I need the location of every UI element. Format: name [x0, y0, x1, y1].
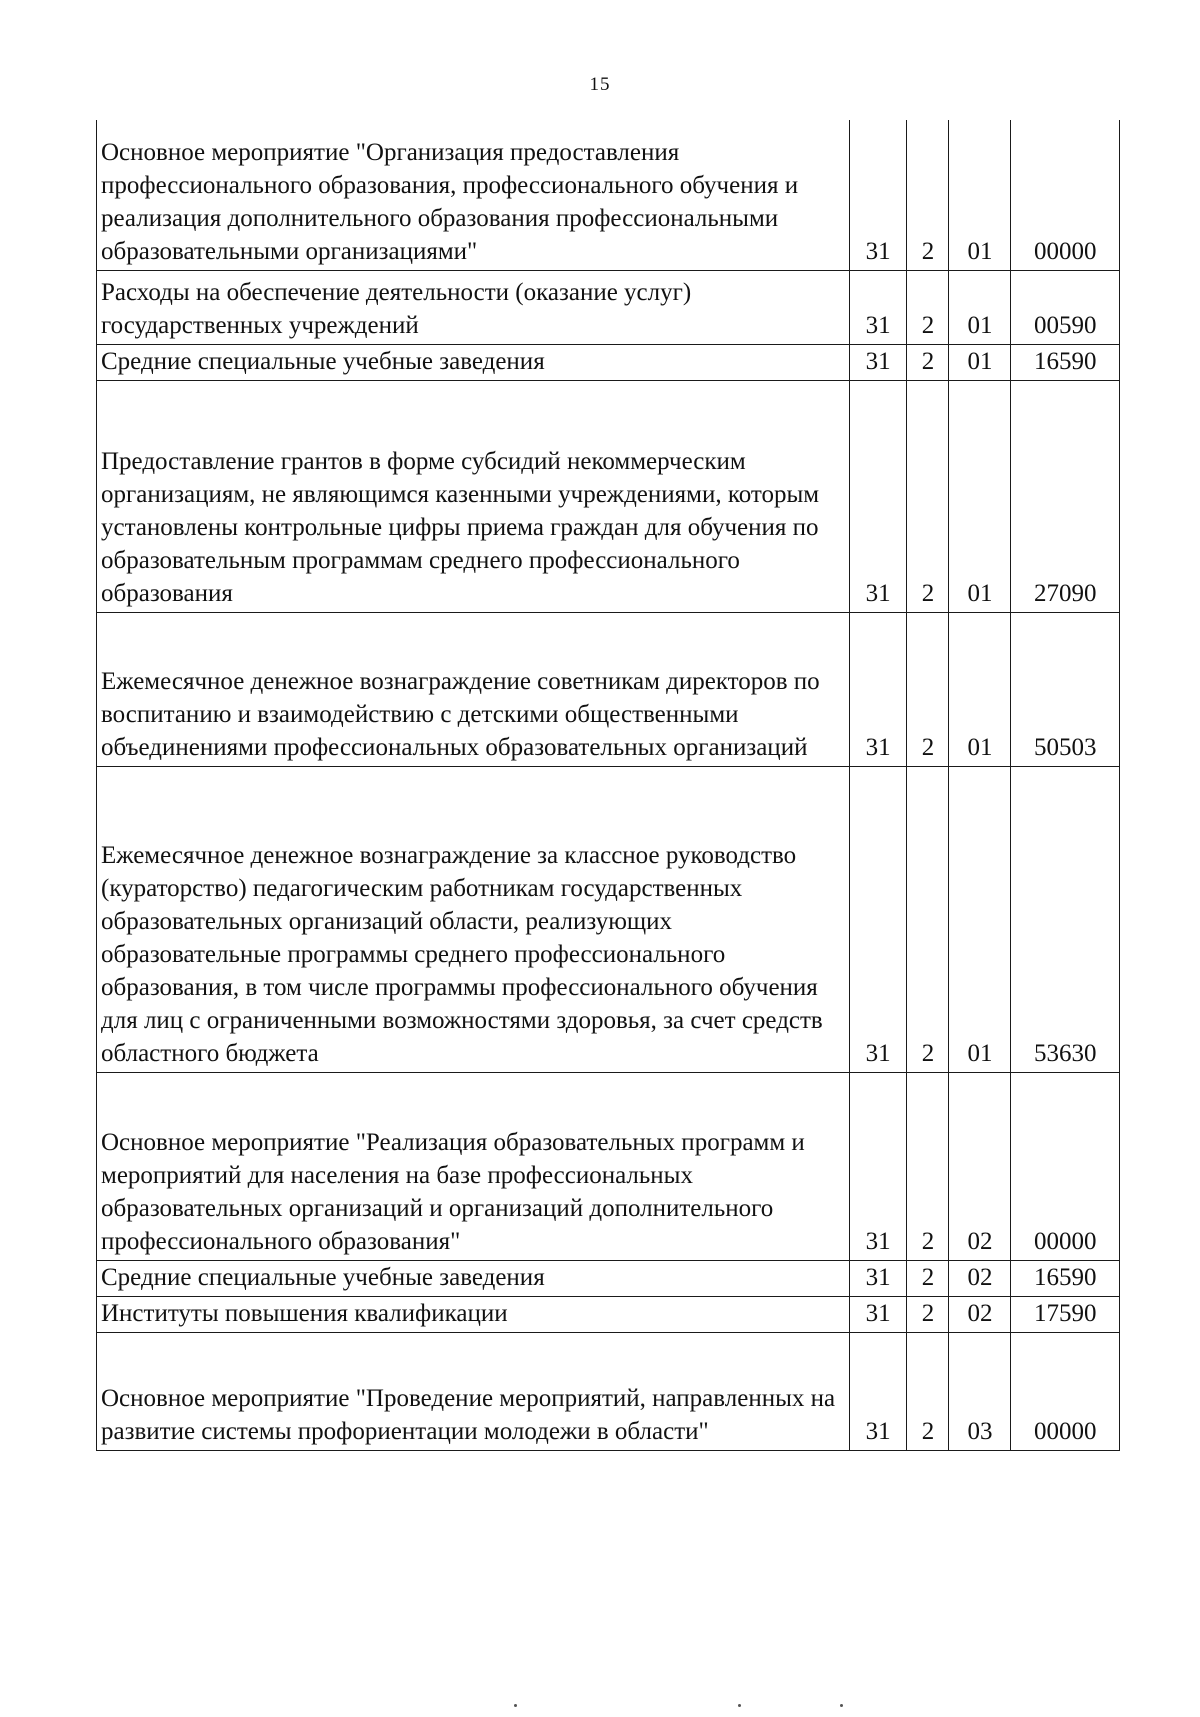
direction-code-cell: 00590 [1011, 270, 1120, 344]
subprogram-code-cell: 2 [907, 270, 949, 344]
activity-code-cell: 01 [949, 344, 1011, 380]
program-code-cell: 31 [849, 380, 907, 612]
direction-code-cell: 16590 [1011, 1260, 1120, 1296]
direction-code-cell: 00000 [1011, 1332, 1120, 1450]
budget-classification-table [96, 120, 1120, 1451]
table-row [97, 1296, 1120, 1332]
program-code-cell: 31 [849, 344, 907, 380]
scan-speck [738, 1704, 741, 1707]
activity-code-cell: 03 [949, 1332, 1011, 1450]
subprogram-code-cell: 2 [907, 1072, 949, 1260]
row-name-cell: Основное мероприятие "Реализация образовательных программ и мероприятий для населения на базе профессиональных образовательных организаций и организаций дополнительного профессионального образования" [97, 1072, 850, 1260]
program-code-cell: 31 [849, 766, 907, 1072]
table-row [97, 344, 1120, 380]
subprogram-code-cell: 2 [907, 1296, 949, 1332]
table-row [97, 270, 1120, 344]
activity-code-cell: 02 [949, 1296, 1011, 1332]
scan-speck [514, 1704, 517, 1707]
table-row [97, 1332, 1120, 1450]
row-name-cell: Средние специальные учебные заведения [97, 344, 850, 380]
activity-code-cell: 01 [949, 612, 1011, 766]
direction-code-cell: 50503 [1011, 612, 1120, 766]
table-row [97, 1260, 1120, 1296]
direction-code-cell: 00000 [1011, 120, 1120, 270]
program-code-cell: 31 [849, 270, 907, 344]
row-name-cell: Ежемесячное денежное вознаграждение за классное руководство (кураторство) педагогическим работникам государственных образовательных организаций области, реализующих образовательные программы среднего профессионального образования, в том числе программы профессионального обучения для лиц с ограниченными возможностями здоровья, за счет средств областного бюджета [97, 766, 850, 1072]
subprogram-code-cell: 2 [907, 766, 949, 1072]
row-name-cell: Расходы на обеспечение деятельности (оказание услуг) государственных учреждений [97, 270, 850, 344]
table-row [97, 1072, 1120, 1260]
row-name-cell: Ежемесячное денежное вознаграждение советникам директоров по воспитанию и взаимодействию с детскими общественными объединениями профессиональных образовательных организаций [97, 612, 850, 766]
program-code-cell: 31 [849, 612, 907, 766]
program-code-cell: 31 [849, 120, 907, 270]
table-row [97, 380, 1120, 612]
row-name-cell: Предоставление грантов в форме субсидий некоммерческим организациям, не являющимся казенными учреждениями, которым установлены контрольные цифры приема граждан для обучения по образовательным программам среднего профессионального образования [97, 380, 850, 612]
subprogram-code-cell: 2 [907, 120, 949, 270]
activity-code-cell: 01 [949, 270, 1011, 344]
row-name-cell: Основное мероприятие "Проведение мероприятий, направленных на развитие системы профориентации молодежи в области" [97, 1332, 850, 1450]
row-name-cell: Основное мероприятие "Организация предоставления профессионального образования, профессионального обучения и реализация дополнительного образования профессиональными образовательными организациями" [97, 120, 850, 270]
subprogram-code-cell: 2 [907, 1260, 949, 1296]
subprogram-code-cell: 2 [907, 612, 949, 766]
program-code-cell: 31 [849, 1296, 907, 1332]
subprogram-code-cell: 2 [907, 380, 949, 612]
row-name-cell: Институты повышения квалификации [97, 1296, 850, 1332]
activity-code-cell: 02 [949, 1260, 1011, 1296]
page-number: 15 [589, 74, 611, 95]
row-name-cell: Средние специальные учебные заведения [97, 1260, 850, 1296]
direction-code-cell: 00000 [1011, 1072, 1120, 1260]
subprogram-code-cell: 2 [907, 344, 949, 380]
activity-code-cell: 01 [949, 380, 1011, 612]
subprogram-code-cell: 2 [907, 1332, 949, 1450]
table-row [97, 120, 1120, 270]
activity-code-cell: 02 [949, 1072, 1011, 1260]
table-row [97, 612, 1120, 766]
direction-code-cell: 16590 [1011, 344, 1120, 380]
activity-code-cell: 01 [949, 766, 1011, 1072]
program-code-cell: 31 [849, 1072, 907, 1260]
activity-code-cell: 01 [949, 120, 1011, 270]
program-code-cell: 31 [849, 1260, 907, 1296]
direction-code-cell: 53630 [1011, 766, 1120, 1072]
program-code-cell: 31 [849, 1332, 907, 1450]
scan-speck [840, 1704, 843, 1707]
direction-code-cell: 17590 [1011, 1296, 1120, 1332]
table-row [97, 766, 1120, 1072]
direction-code-cell: 27090 [1011, 380, 1120, 612]
